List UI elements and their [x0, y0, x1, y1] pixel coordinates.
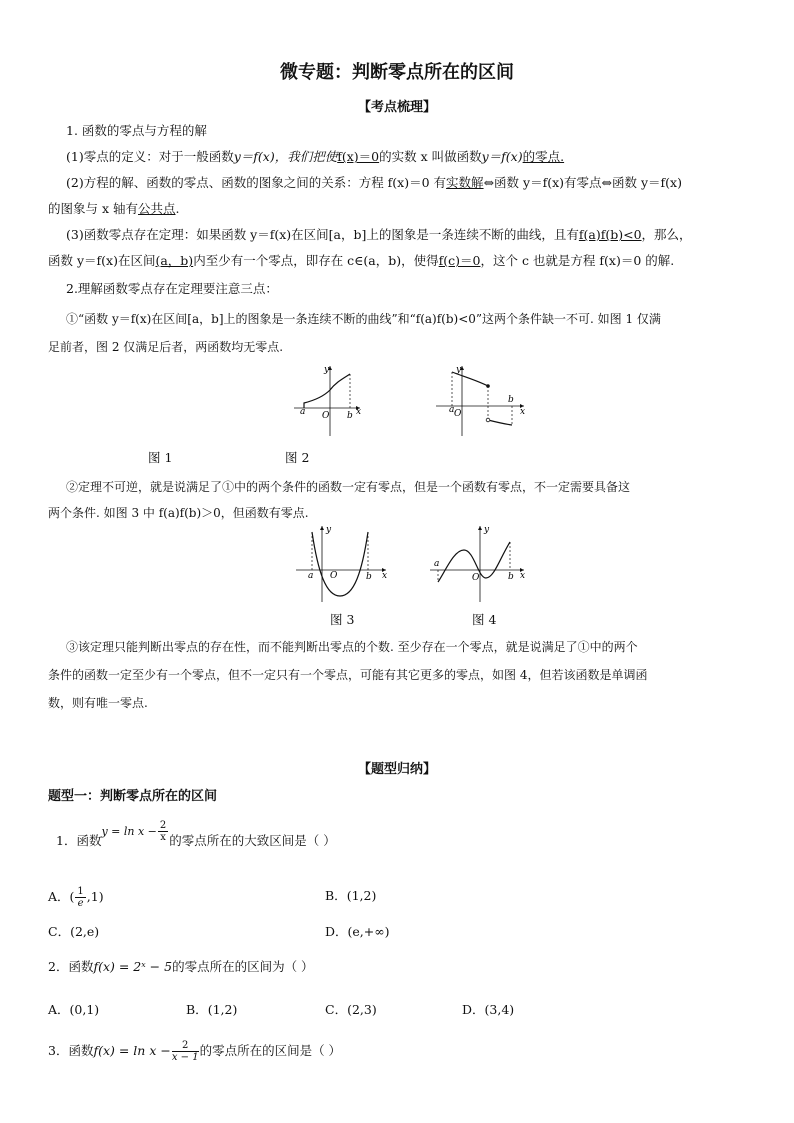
figure-1-caption: 图 1: [148, 450, 173, 465]
text-line: ③该定理只能判断出零点的存在性，而不能判断出零点的个数. 至少存在一个零点，就是说满足了①中的两个: [66, 640, 638, 654]
text-line: 2.理解函数零点存在定理要注意三点：: [66, 281, 278, 296]
figure-4-caption: 图 4: [472, 612, 497, 627]
question-2-option-a[interactable]: A．(0,1): [48, 1002, 100, 1017]
question-2-option-d[interactable]: D．(3,4): [462, 1002, 515, 1017]
page-title: 微专题：判断零点所在的区间: [280, 62, 514, 83]
theorem-line-cont: 函数 y＝f(x)在区间(a，b)内至少有一个零点，即存在 c∈(a，b)，使得f(c)＝0，这个 c 也就是方程 f(x)＝0 的解.: [48, 253, 675, 268]
question-2-stem: 2．函数f(x) = 2ˣ − 5的零点所在的区间为（ ）: [48, 959, 314, 974]
axis-label-y: y: [456, 365, 462, 375]
relation-line: (2)方程的解、函数的零点、函数的图象之间的关系：方程 f(x)＝0 有实数解⇔函数 y＝f(x)有零点⇔函数 y＝f(x): [66, 175, 682, 190]
figure-3-caption: 图 3: [330, 612, 355, 627]
theorem-line: (3)函数零点存在定理：如果函数 y＝f(x)在区间[a，b]上的图象是一条连续不断的曲线，且有f(a)f(b)<0，那么，: [66, 227, 692, 242]
axis-label-o: O: [472, 573, 480, 583]
question-1-option-c[interactable]: C．(2,e): [48, 924, 100, 939]
figure-3-graph: [294, 522, 390, 604]
definition-line: (1)零点的定义：对于一般函数y＝f(x)，我们把使f(x)＝0的实数 x 叫做函数y＝f(x)的零点.: [66, 149, 565, 164]
figure-4-graph: [428, 522, 528, 604]
axis-label-o: O: [330, 571, 338, 581]
axis-label-a: a: [449, 405, 455, 415]
text-line: 两个条件. 如图 3 中 f(a)f(b)＞0，但函数有零点.: [48, 506, 309, 520]
section-heading-types: 【题型归纳】: [357, 762, 436, 777]
question-2-option-b[interactable]: B．(1,2): [186, 1002, 238, 1017]
text-line: 数，则有唯一零点.: [48, 696, 148, 710]
relation-line-cont: 的图象与 x 轴有公共点.: [48, 201, 180, 216]
section-heading-knowledge: 【考点梳理】: [357, 100, 436, 115]
text-line: 条件的函数一定至少有一个零点，但不一定只有一个零点，可能有其它更多的零点，如图 4，但若该函数是单调函: [48, 668, 648, 682]
axis-label-x: x: [520, 407, 526, 417]
axis-label-o: O: [454, 409, 462, 419]
axis-label-x: x: [356, 407, 362, 417]
axis-label-y: y: [326, 525, 332, 535]
axis-label-o: O: [322, 411, 330, 421]
figure-2-graph: [432, 362, 528, 440]
axis-label-a: a: [434, 559, 440, 569]
axis-label-b: b: [347, 411, 353, 421]
axis-label-b: b: [508, 395, 514, 405]
figure-2-caption: 图 2: [285, 450, 310, 465]
text-line: 1. 函数的零点与方程的解: [66, 123, 207, 138]
question-type-heading: 题型一：判断零点所在的区间: [48, 789, 218, 804]
axis-label-x: x: [520, 571, 526, 581]
axis-label-x: x: [382, 571, 388, 581]
text-line: ②定理不可逆，就是说满足了①中的两个条件的函数一定有零点，但是一个函数有零点，不一定需要具备这: [66, 480, 631, 494]
axis-label-y: y: [324, 365, 330, 375]
axis-label-y: y: [484, 525, 490, 535]
text-line: ①“函数 y＝f(x)在区间[a，b]上的图象是一条连续不断的曲线”和“f(a)f(b)<0”这两个条件缺一不可. 如图 1 仅满: [66, 312, 661, 326]
question-1-option-b[interactable]: B．(1,2): [325, 888, 377, 903]
question-1-option-d[interactable]: D．(e,+∞): [325, 924, 390, 939]
question-2-option-c[interactable]: C．(2,3): [325, 1002, 377, 1017]
axis-label-b: b: [508, 572, 514, 582]
question-1-option-a[interactable]: A．( $\frac{1}{e},1$): [48, 886, 104, 909]
axis-label-a: a: [300, 407, 306, 417]
axis-label-b: b: [366, 572, 372, 582]
axis-label-a: a: [308, 571, 314, 581]
question-3-stem: 3．函数f(x) = ln x − $\frac{2}{x - 1}$的零点所在的区间是（ ）: [48, 1040, 342, 1063]
question-1-stem: 1．函数y = ln x − $\frac{2}{x}$ 的零点所在的大致区间是（ ）: [56, 820, 336, 848]
text-line: 足前者，图 2 仅满足后者，两函数均无零点.: [48, 340, 284, 354]
figure-1-graph: [292, 362, 364, 440]
